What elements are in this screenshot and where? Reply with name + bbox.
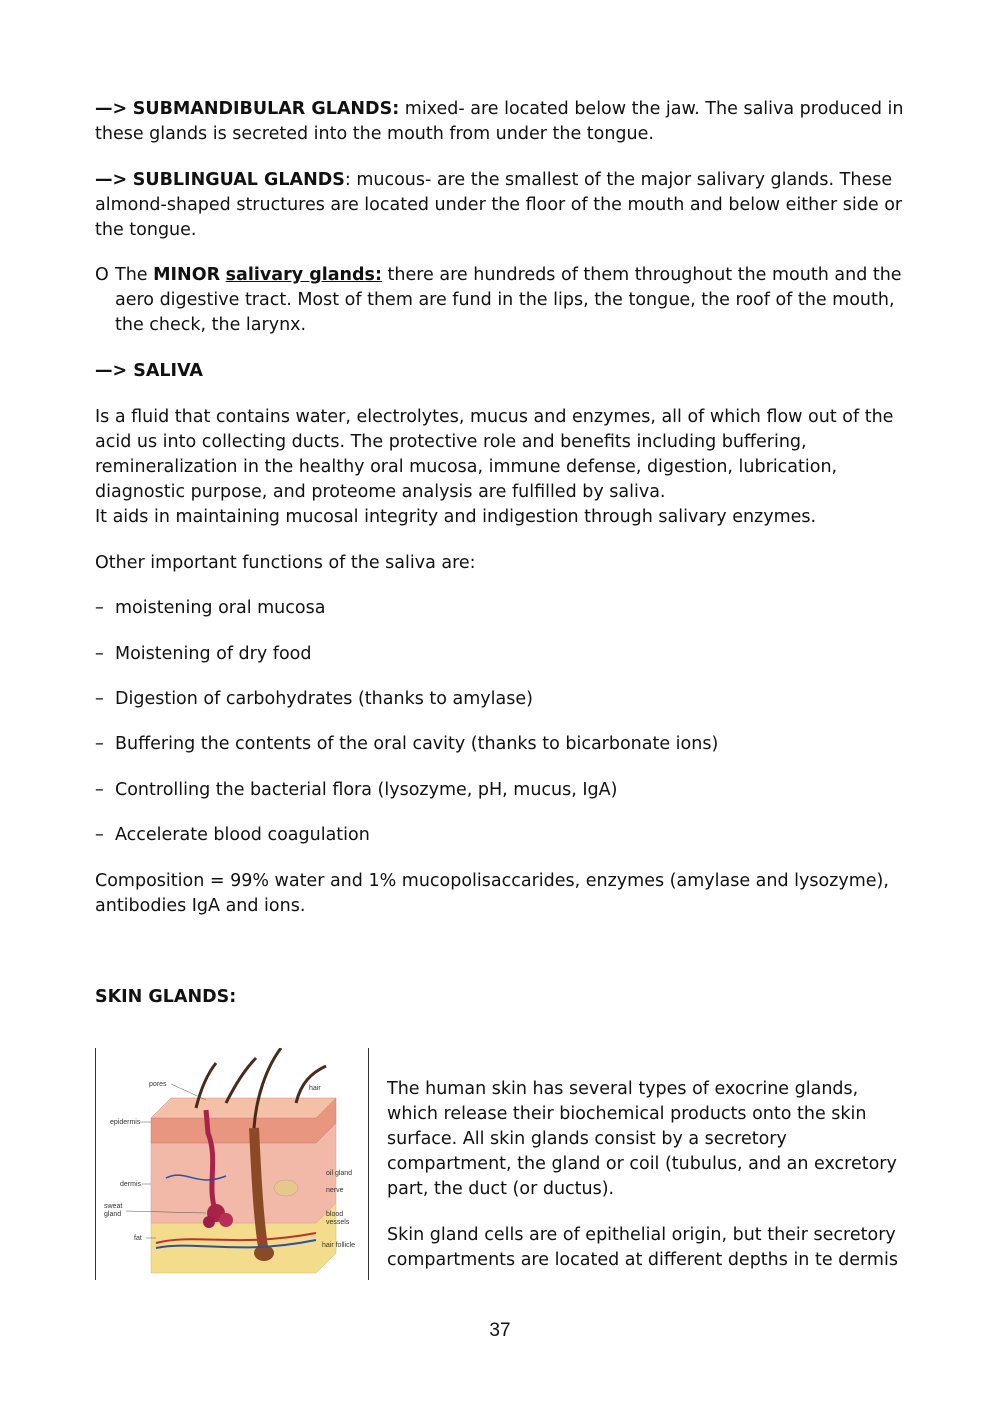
circle-bullet: O	[95, 265, 109, 285]
label-nerve: nerve	[326, 1187, 344, 1194]
composition-paragraph: Composition = 99% water and 1% mucopolisaccarides, enzymes (amylase and lysozyme), antibodies IgA and ions.	[95, 871, 889, 916]
saliva-paragraph-2: It aids in maintaining mucosal integrity and indigestion through salivary enzymes.	[95, 507, 817, 527]
label-hair: hair	[309, 1085, 321, 1092]
dash: –	[95, 689, 104, 709]
label-sweat-1: sweat	[104, 1203, 123, 1210]
list-item: – Accelerate blood coagulation	[95, 823, 370, 848]
minor-pre: The	[115, 265, 154, 285]
skin-glands-heading: SKIN GLANDS:	[95, 987, 237, 1007]
list-item: – Controlling the bacterial flora (lysozyme, pH, mucus, IgA)	[95, 778, 617, 803]
submandibular-title: SUBMANDIBULAR GLANDS:	[132, 99, 400, 119]
list-item: – moistening oral mucosa	[95, 596, 325, 621]
list-item: – Buffering the contents of the oral cavity (thanks to bicarbonate ions)	[95, 732, 718, 757]
label-blood-1: blood	[326, 1211, 344, 1218]
minor-bold: MINOR	[153, 265, 221, 285]
dash: –	[95, 644, 104, 664]
submandibular-text: mixed- are located below the jaw. The saliva produced in these glands is secreted into the mouth from under the tongue.	[95, 99, 904, 144]
list-item: – Digestion of carbohydrates (thanks to amylase)	[95, 687, 533, 712]
sublingual-paragraph	[95, 168, 915, 243]
minor-text: there are hundreds of them throughout the mouth and the aero digestive tract. Most of them are fund in the lips, the tongue, the roof of the mouth, the check, the larynx.	[115, 265, 902, 335]
label-hair-follicle: hair follicle	[322, 1242, 356, 1249]
sublingual-text: : mucous- are the smallest of the major salivary glands. These almond-shaped structures are located under the floor of the mouth and below either side or the tongue.	[95, 170, 903, 240]
minor-underline: salivary glands:	[225, 265, 382, 285]
arrow: —>	[95, 99, 128, 119]
minor-glands-item	[95, 263, 915, 338]
label-epidermis: epidermis	[110, 1119, 141, 1126]
arrow: —>	[95, 170, 128, 190]
label-pores: pores	[149, 1081, 167, 1088]
label-blood-2: vessels	[326, 1219, 350, 1226]
saliva-paragraph-1: Is a fluid that contains water, electrolytes, mucus and enzymes, all of which flow out of the acid us into collecting ducts. The protective role and benefits including buffering, remineralization in the healthy oral mucosa, immune defense, digestion, lubrication, diagnostic purpose, and proteome analysis are fulfilled by saliva.	[95, 407, 894, 502]
label-oil-gland: oil gland	[326, 1170, 353, 1177]
dash: –	[95, 780, 104, 800]
skin-figure-frame	[95, 1048, 369, 1280]
list-item: – Moistening of dry food	[95, 642, 311, 667]
label-sweat-2: gland	[104, 1211, 122, 1218]
skin-paragraph-1: The human skin has several types of exocrine glands, which release their biochemical products onto the skin surface. All skin glands consist by a secretory compartment, the gland or coil (tubulus, and an excretory part, the duct (or ductus).	[387, 1079, 897, 1199]
dash: –	[95, 734, 104, 754]
dash: –	[95, 825, 104, 845]
label-dermis: dermis	[120, 1181, 142, 1188]
functions-intro: Other important functions of the saliva are:	[95, 553, 476, 573]
sublingual-title: SUBLINGUAL GLANDS	[132, 170, 345, 190]
label-fat: fat	[134, 1235, 142, 1242]
skin-paragraph-2: Skin gland cells are of epithelial origin, but their secretory compartments are located at different depths in te dermis	[387, 1225, 898, 1270]
skin-diagram	[96, 1048, 368, 1280]
saliva-heading: —> SALIVA	[95, 361, 203, 381]
page-number: 37	[489, 1320, 511, 1341]
submandibular-paragraph	[95, 97, 915, 147]
dash: –	[95, 598, 104, 618]
